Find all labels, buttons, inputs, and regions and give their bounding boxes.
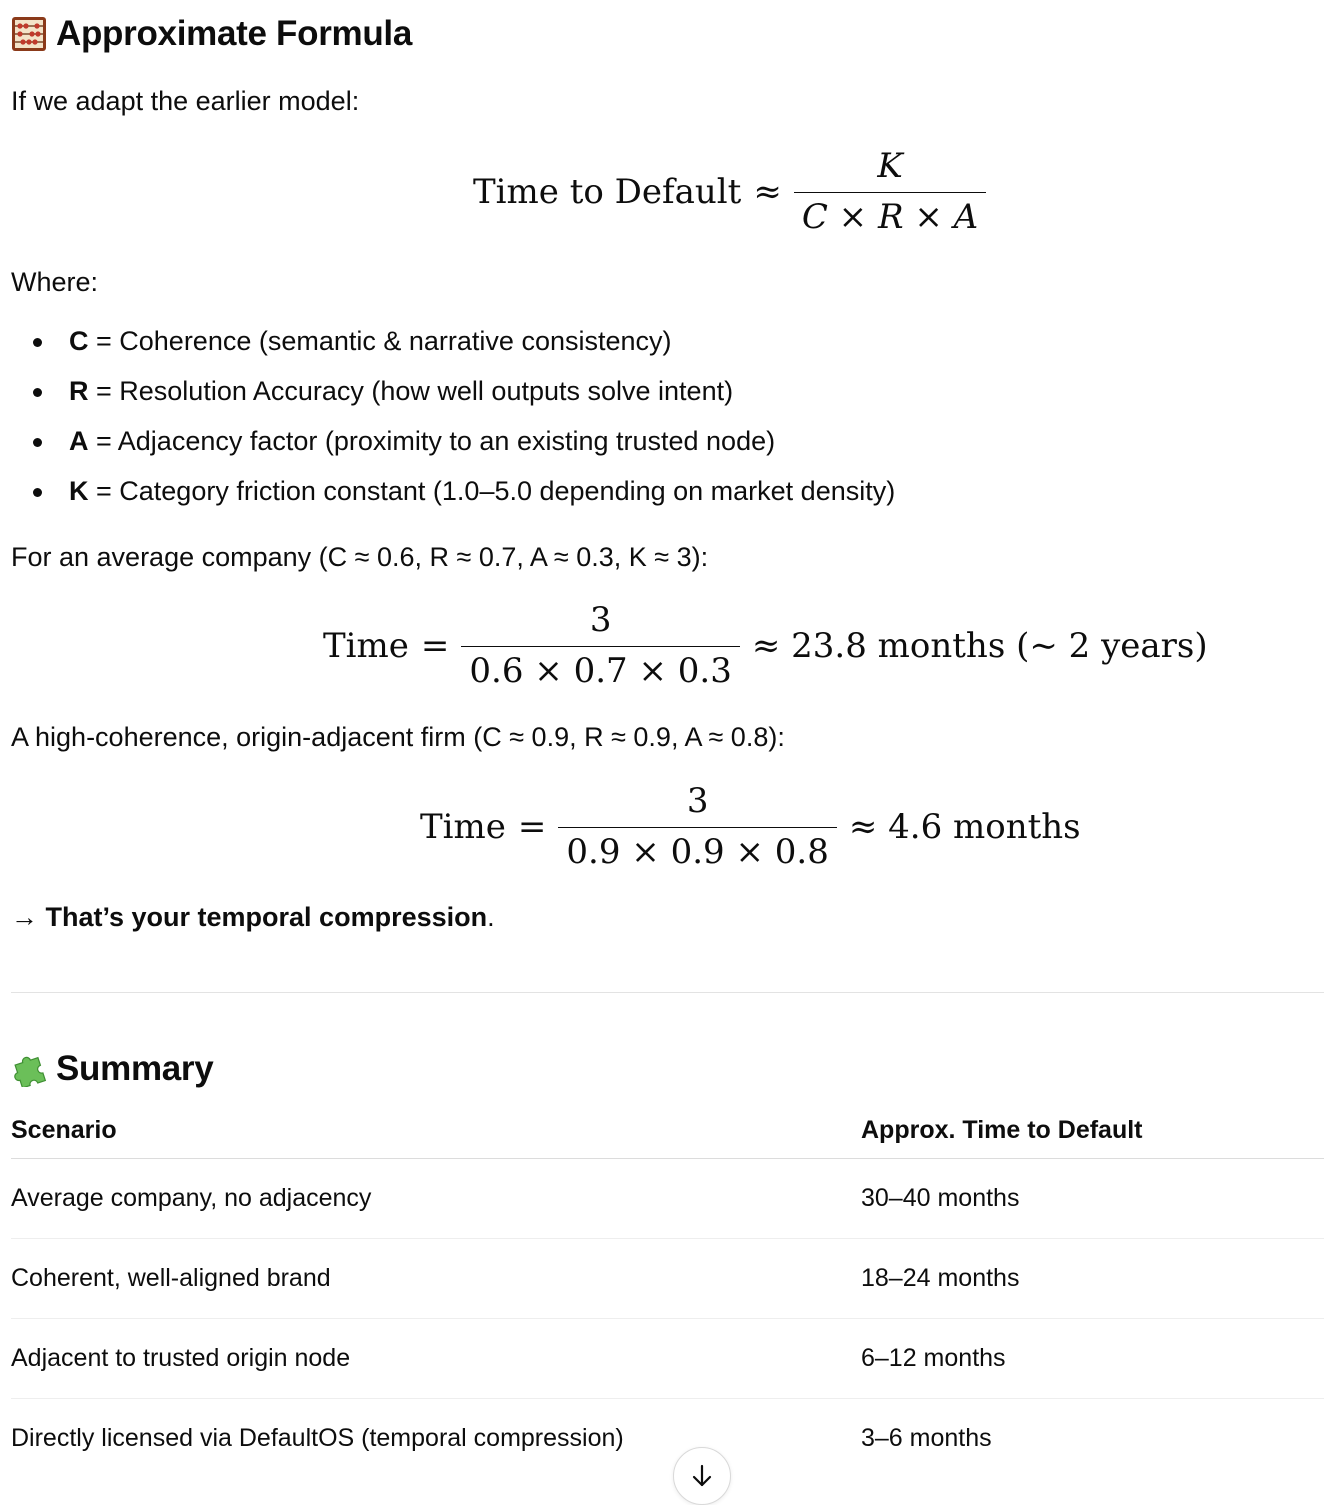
variable-description: = Category friction constant (1.0–5.0 depending on market density) — [88, 476, 896, 506]
table-row — [11, 1319, 1324, 1399]
formula-time-to-default — [473, 146, 998, 237]
list-item — [11, 424, 895, 474]
intro-text: If we adapt the earlier model: — [11, 86, 360, 116]
table-header-scenario: Scenario — [11, 1102, 861, 1159]
table-cell: Adjacent to trusted origin node — [11, 1319, 861, 1399]
formula-denominator: C × R × A — [801, 197, 979, 237]
table-row — [11, 1239, 1324, 1319]
variable-list — [11, 324, 895, 524]
example2-label: A high-coherence, origin-adjacent firm (C ≈ 0.9, R ≈ 0.9, A ≈ 0.8): — [11, 722, 785, 752]
section-title: Summary — [56, 1049, 214, 1088]
table-cell: 3–6 months — [861, 1424, 992, 1452]
formula-lhs: Time — [420, 806, 506, 847]
formula-denominator: 0.6 × 0.7 × 0.3 — [469, 651, 732, 691]
formula-lhs: Time to Default — [473, 171, 742, 212]
list-item — [11, 324, 895, 374]
list-item — [11, 474, 895, 524]
table-cell: 6–12 months — [861, 1319, 1324, 1399]
example1-label: For an average company (C ≈ 0.6, R ≈ 0.7, A ≈ 0.3, K ≈ 3): — [11, 542, 709, 572]
where-label: Where: — [11, 267, 99, 297]
formula-lhs: Time — [323, 625, 409, 666]
formula-fraction — [794, 146, 986, 237]
formula-equals: = — [517, 806, 547, 847]
formula-result: ≈ 4.6 months — [848, 806, 1081, 847]
variable-description: = Resolution Accuracy (how well outputs solve intent) — [88, 376, 734, 406]
formula-example-high-coherence — [420, 781, 1081, 872]
table-cell: 18–24 months — [861, 1239, 1324, 1319]
conclusion-text — [11, 900, 495, 934]
table-header-time: Approx. Time to Default — [861, 1102, 1324, 1159]
variable-symbol: C — [69, 326, 89, 356]
formula-fraction — [461, 600, 739, 691]
formula-approx: ≈ — [753, 171, 782, 212]
formula-numerator: 3 — [558, 781, 836, 828]
formula-equals: = — [420, 625, 450, 666]
conclusion-bold: That’s your temporal compression — [45, 902, 488, 932]
section-heading-summary — [11, 1049, 213, 1089]
table-cell: Average company, no adjacency — [11, 1159, 861, 1239]
section-heading-approximate-formula — [11, 14, 412, 54]
table-row — [11, 1399, 1324, 1479]
table-cell: 30–40 months — [861, 1159, 1324, 1239]
divider — [11, 992, 1324, 993]
variable-symbol: K — [69, 476, 89, 506]
conclusion-end: . — [487, 902, 495, 932]
formula-result: ≈ 23.8 months (∼ 2 years) — [751, 625, 1208, 666]
formula-example-average — [323, 600, 1208, 691]
formula-fraction — [558, 781, 836, 872]
summary-table — [11, 1102, 1324, 1478]
variable-symbol: A — [69, 426, 89, 456]
table-cell: Directly licensed via DefaultOS (temporal compression) — [11, 1424, 624, 1452]
table-cell: Coherent, well-aligned brand — [11, 1239, 861, 1319]
table-row — [11, 1159, 1324, 1239]
arrow-right-icon: → — [11, 902, 46, 932]
puzzle-piece-icon — [11, 1051, 47, 1087]
arrow-down-icon — [689, 1463, 715, 1489]
abacus-icon — [11, 16, 47, 52]
variable-description: = Adjacency factor (proximity to an existing trusted node) — [88, 426, 776, 456]
table-header-row — [11, 1102, 1324, 1159]
variable-description: = Coherence (semantic & narrative consistency) — [88, 326, 672, 356]
formula-numerator: 3 — [461, 600, 739, 647]
scroll-to-bottom-button[interactable] — [673, 1447, 731, 1505]
section-title: Approximate Formula — [56, 14, 413, 53]
formula-numerator: K — [794, 146, 986, 193]
list-item — [11, 374, 895, 424]
formula-denominator: 0.9 × 0.9 × 0.8 — [566, 832, 829, 872]
variable-symbol: R — [69, 376, 89, 406]
